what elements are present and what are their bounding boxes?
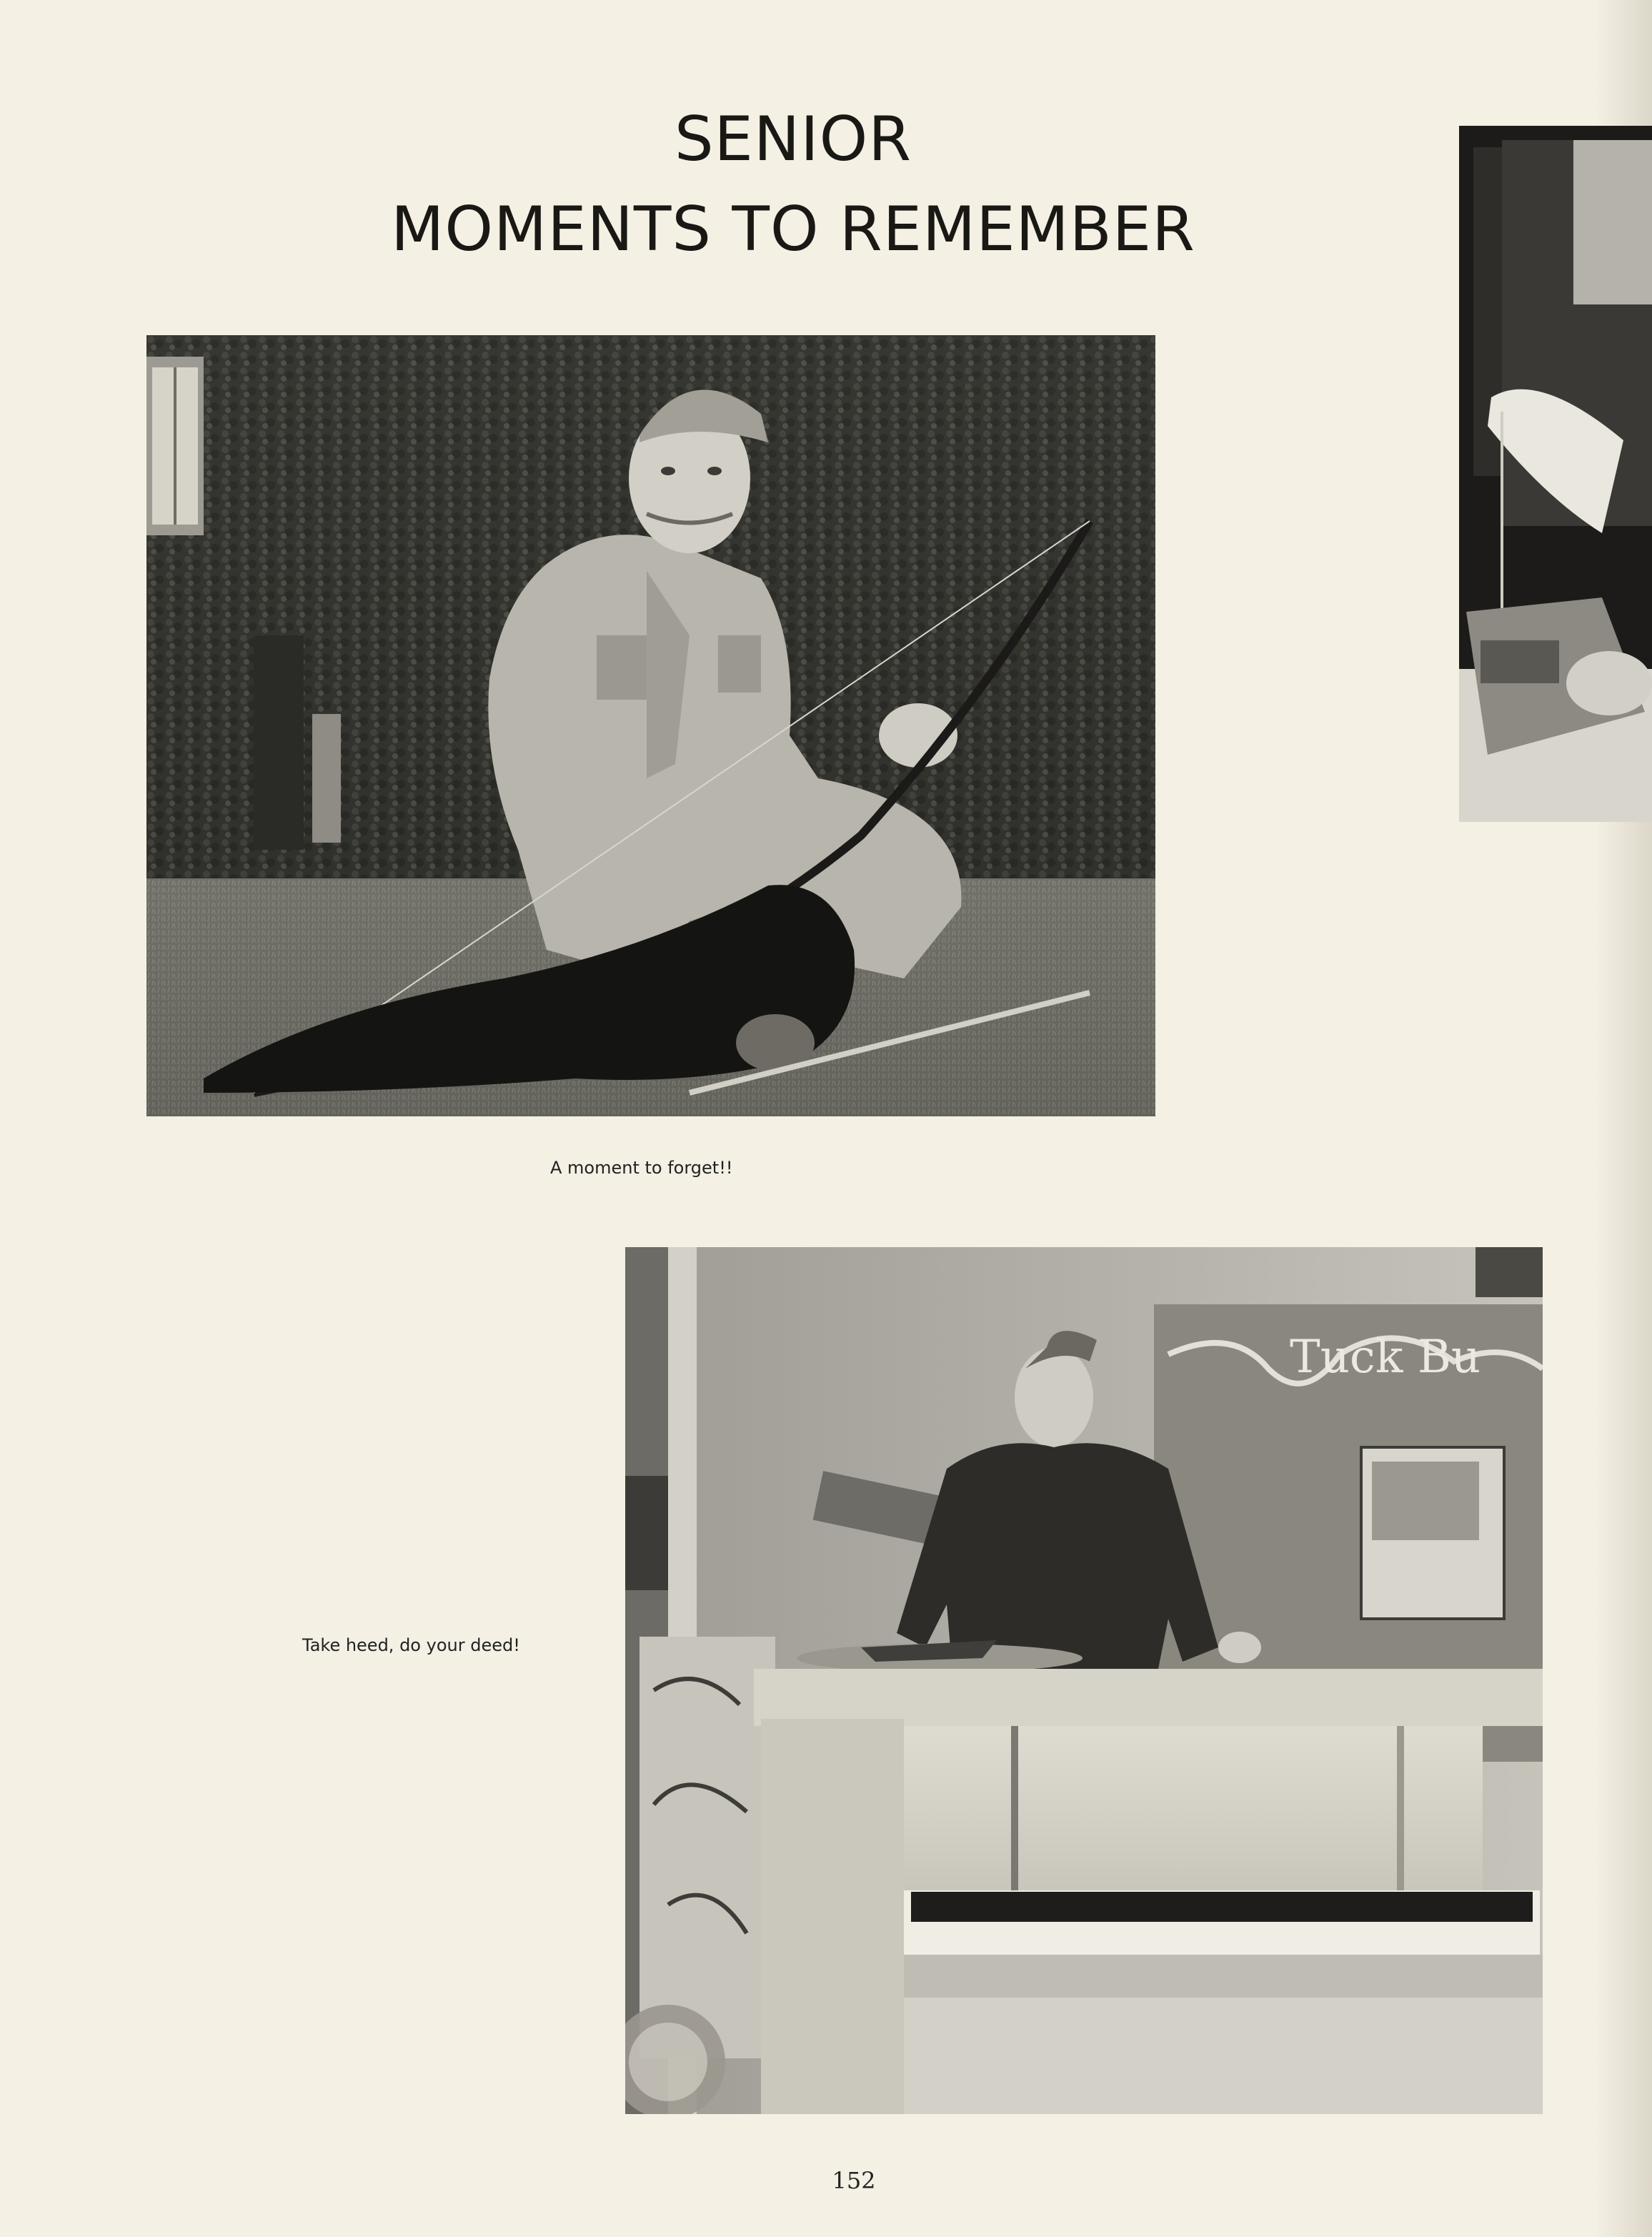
page-title-line-1: SENIOR [674,104,912,175]
photo-archer-with-bear [146,335,1155,1116]
photo-caption: Take heed, do your deed! [302,1635,520,1655]
page-title-line-2: MOMENTS TO REMEMBER [391,194,1195,265]
photo-man-at-piano [625,1247,1543,2114]
photo-lamp-and-typewriter [1459,126,1652,822]
sign-text: Tuck Bu [1290,1331,1481,1384]
photo-caption: A moment to forget!! [550,1158,733,1178]
page-number: 152 [832,2167,876,2194]
